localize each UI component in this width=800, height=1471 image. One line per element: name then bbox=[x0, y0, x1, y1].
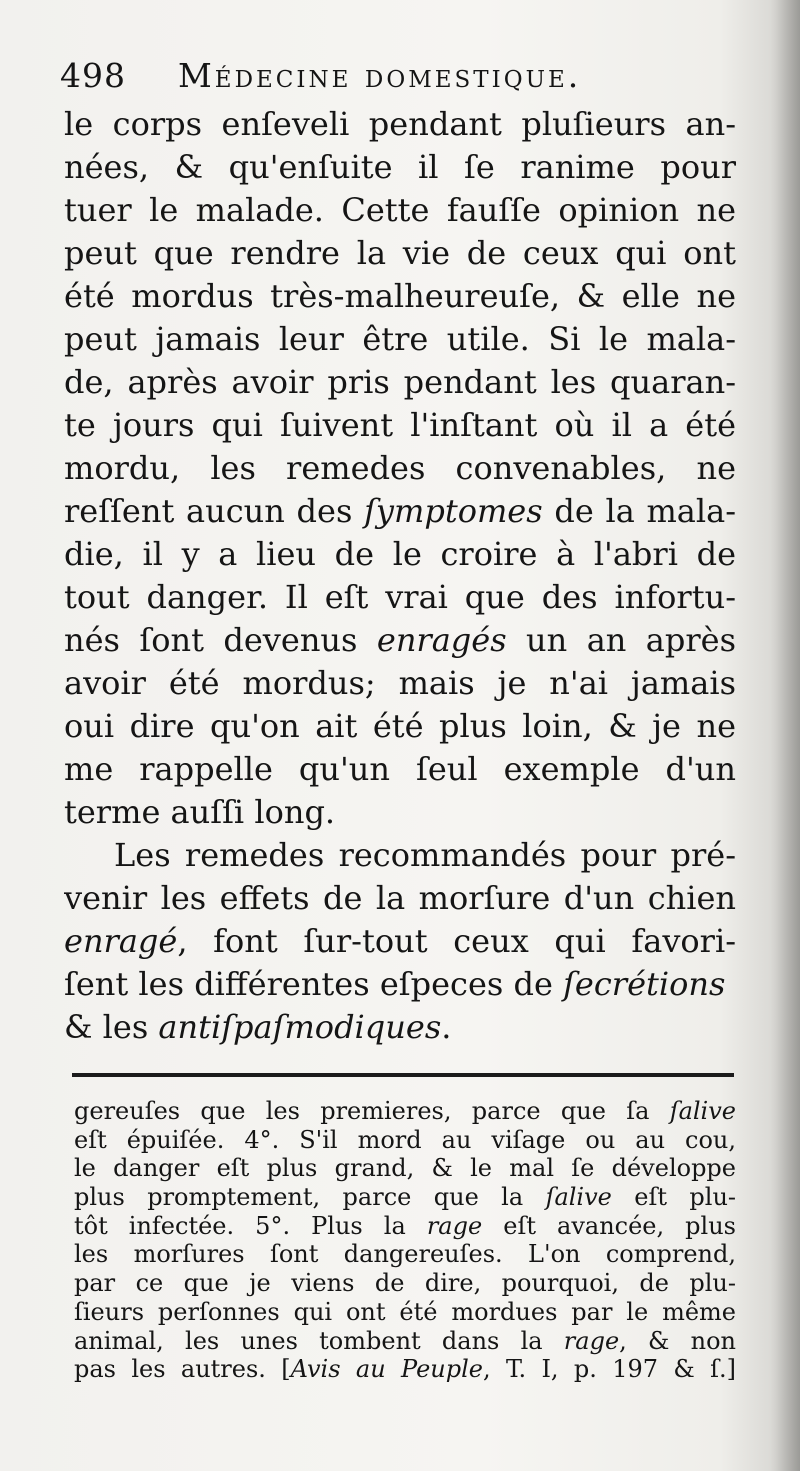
text-line: te jours qui ſuivent l'inſtant où il a été bbox=[64, 406, 736, 444]
running-header bbox=[60, 50, 740, 102]
text-line: de, après avoir pris pendant les quaran- bbox=[64, 363, 736, 401]
italic-term: antiſpaſmodiques bbox=[158, 1008, 442, 1046]
footnote-line: par ce que je viens de dire, pourquoi, de plu- bbox=[74, 1269, 736, 1298]
text-line bbox=[64, 920, 736, 963]
text-run: animal, les unes tombent dans la bbox=[74, 1326, 564, 1355]
footnote-line bbox=[74, 1327, 736, 1356]
text-run: de la mala- bbox=[542, 492, 736, 530]
text-run: eſt avancée, plus bbox=[482, 1211, 736, 1240]
text-run: , font ſur-tout ceux qui favori- bbox=[177, 922, 736, 960]
footnote-text bbox=[74, 1097, 736, 1384]
text-line bbox=[64, 619, 736, 662]
text-run: pas les autres. [ bbox=[74, 1355, 291, 1384]
text-line: Les remedes recommandés pour pré- bbox=[114, 836, 736, 874]
text-line bbox=[64, 963, 736, 1006]
italic-term: ſalive bbox=[545, 1183, 612, 1212]
text-line: terme auſſi long. bbox=[64, 793, 336, 831]
italic-term: enragé bbox=[64, 922, 178, 960]
text-run: , T. I, p. 197 & ſ.] bbox=[483, 1355, 736, 1384]
italic-term: enragés bbox=[376, 621, 507, 659]
footnote-line bbox=[74, 1097, 736, 1126]
text-run: gereuſes que les premieres, parce que ſa bbox=[74, 1097, 670, 1125]
text-line: le corps enſeveli pendant pluſieurs an- bbox=[64, 105, 736, 143]
text-run: , & non bbox=[619, 1326, 736, 1355]
text-line: avoir été mordus; mais je n'ai jamais bbox=[64, 664, 736, 702]
footnote-line: les morſures ſont dangereuſes. L'on comprend, bbox=[74, 1240, 736, 1269]
italic-term: ſalive bbox=[669, 1097, 736, 1125]
italic-term: rage bbox=[563, 1326, 620, 1355]
text-run: eſt plu- bbox=[611, 1183, 736, 1212]
footnote-line: le danger eſt plus grand, & le mal ſe développe bbox=[74, 1154, 736, 1183]
text-line: peut que rendre la vie de ceux qui ont bbox=[64, 234, 736, 272]
text-line: oui dire qu'on ait été plus loin, & je ne bbox=[64, 707, 736, 745]
text-line: tout danger. Il eſt vrai que des infortu- bbox=[64, 578, 736, 616]
footnote-line bbox=[74, 1212, 736, 1241]
italic-term: Avis au Peuple bbox=[290, 1355, 483, 1384]
italic-term: ſecrétions bbox=[563, 965, 726, 1003]
footnote-line: ſieurs perſonnes qui ont été mordues par le même bbox=[74, 1297, 736, 1326]
text-line: été mordus très-malheureuſe, & elle ne bbox=[64, 277, 736, 315]
text-line bbox=[64, 1006, 736, 1049]
footnote-line bbox=[74, 1355, 736, 1384]
italic-term: ſymptomes bbox=[364, 492, 543, 530]
text-line: tuer le malade. Cette fauſſe opinion ne bbox=[64, 191, 736, 229]
italic-term: rage bbox=[426, 1211, 483, 1240]
footnote-line bbox=[74, 1183, 736, 1212]
text-run: reſſent aucun des bbox=[64, 492, 365, 530]
text-run: ſent les différentes eſpeces de bbox=[64, 965, 564, 1003]
text-run: & les bbox=[64, 1008, 159, 1046]
text-line: venir les effets de la morſure d'un chien bbox=[64, 879, 736, 917]
text-line: me rappelle qu'un ſeul exemple d'un bbox=[64, 750, 736, 788]
text-run: nés ſont devenus bbox=[64, 621, 377, 659]
text-run: plus promptement, parce que la bbox=[74, 1183, 546, 1212]
footnote-line: eſt épuiſée. 4°. S'il mord au viſage ou au cou, bbox=[74, 1125, 736, 1154]
running-title: Médecine domestique. bbox=[178, 56, 582, 95]
text-run: un an après bbox=[506, 621, 736, 659]
text-line: die, il y a lieu de le croire à l'abri de bbox=[64, 535, 736, 573]
page-number: 498 bbox=[60, 56, 126, 95]
text-run: tôt infectée. 5°. Plus la bbox=[74, 1211, 427, 1240]
footnote-separator-rule bbox=[72, 1073, 734, 1077]
main-text bbox=[64, 103, 736, 1049]
text-run: . bbox=[441, 1008, 452, 1046]
text-line: nées, & qu'enſuite il ſe ranime pour bbox=[64, 148, 736, 186]
text-line: mordu, les remedes convenables, ne bbox=[64, 449, 736, 487]
page-edge-shadow bbox=[770, 0, 800, 1471]
text-line: peut jamais leur être utile. Si le mala- bbox=[64, 320, 736, 358]
text-line bbox=[64, 490, 736, 533]
